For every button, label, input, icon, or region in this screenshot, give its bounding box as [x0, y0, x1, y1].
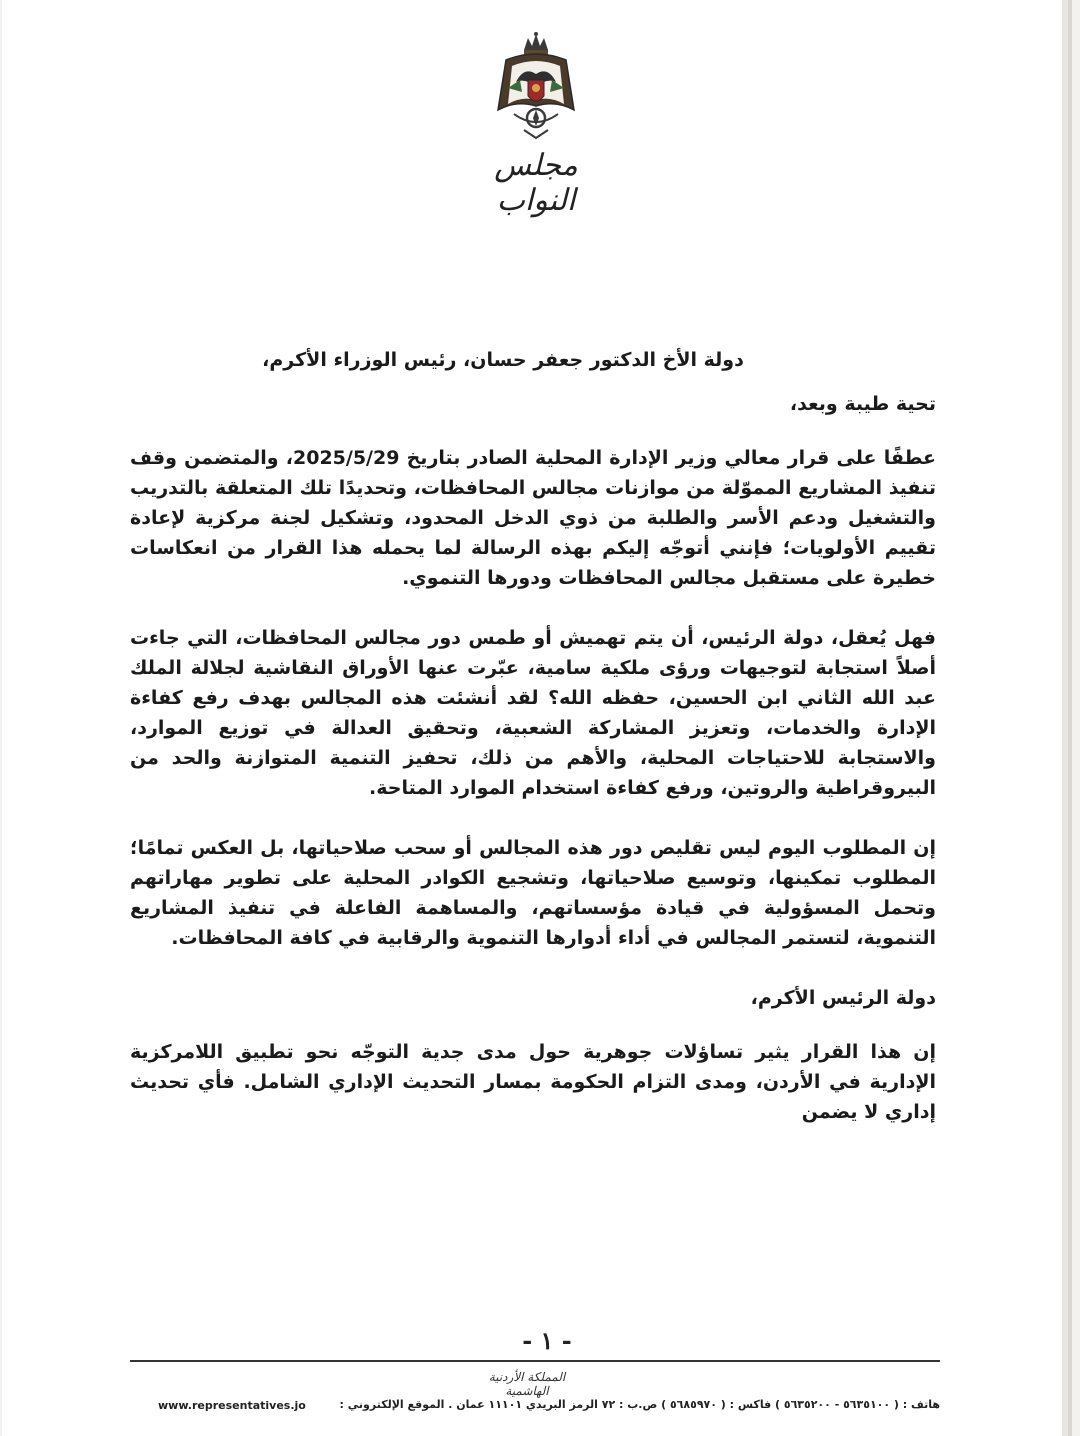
- greeting: تحية طيبة وبعد،: [789, 393, 936, 415]
- address-line: دولة الرئيس الأكرم،: [750, 987, 936, 1009]
- paragraph-3: إن المطلوب اليوم ليس تقليص دور هذه المجالس أو سحب صلاحياتها، بل العكس تمامًا؛ المطلوب تمكينها، وتوسيع صلاحياتها، وتشجيع الكوادر المحلية على تطوير مهاراتهم وتحمل المسؤولية في قيادة مؤسساتهم، والمساهمة الفاعلة في تنفيذ المشاريع التنموية، لتستمر المجالس في أداء أدوارها التنموية والرقابية في كافة المحافظات.: [130, 837, 936, 949]
- letter-page: [2, 0, 1062, 1436]
- salutation: دولة الأخ الدكتور جعفر حسان، رئيس الوزراء الأكرم،: [262, 349, 744, 371]
- paragraph-1: عطفًا على قرار معالي وزير الإدارة المحلية الصادر بتاريخ 2025/5/29، والمتضمن وقف تنفيذ المشاريع المموّلة من موازنات مجالس المحافظات، وتحديدًا تلك المتعلقة بالتدريب والتشغيل ودعم الأسر والطلبة من ذوي الدخل المحدود، وتشكيل لجنة مركزية لإعادة تقييم الأولويات؛ فإنني أتوجّه إليكم بهذه الرسالة لما يحمله هذا القرار من انعكاسات خطيرة على مستقبل مجالس المحافظات ودورها التنموي.: [130, 447, 936, 589]
- paragraph-2: فهل يُعقل، دولة الرئيس، أن يتم تهميش أو طمس دور مجالس المحافظات، التي جاءت أصلاً استجابة لتوجيهات ورؤى ملكية سامية، عبّرت عنها الأوراق النقاشية لجلالة الملك عبد الله الثاني ابن الحسين، حفظه الله؟ لقد أنشئت هذه المجالس بهدف رفع كفاءة الإدارة والخدمات، وتعزيز المشاركة الشعبية، وتحقيق العدالة في توزيع الموارد، والاستجابة للاحتياجات المحلية، والأهم من ذلك، تحفيز التنمية المتوازنة والحد من البيروقراطية والروتين، ورفع كفاءة استخدام الموارد المتاحة.: [130, 627, 936, 799]
- footer-contact-info: هاتف : ( ٥٦٣٥١٠٠ - ٥٦٣٥٢٠٠ ) فاكس : ( ٥٦٨٥٩٧٠ ) ص.ب : ٧٢ الرمز البريدي ١١١٠١ عمان . الموقع الإلكتروني :: [339, 1398, 940, 1411]
- letter-body: [130, 345, 936, 1127]
- jordan-coat-of-arms-icon: [494, 30, 578, 140]
- page-number: - ١ -: [522, 1326, 572, 1355]
- footer-kingdom-text: المملكة الأردنية الهاشمية: [488, 1370, 566, 1398]
- paragraph-4: إن هذا القرار يثير تساؤلات جوهرية حول مدى جدية التوجّه نحو تطبيق اللامركزية الإدارية في الأردن، ومدى التزام الحكومة بمسار التحديث الإداري الشامل. فأي تحديث إداري لا يضمن: [130, 1041, 936, 1123]
- footer-website-link[interactable]: www.representatives.jo: [158, 1399, 306, 1412]
- parliament-logo-text: مجلس النواب: [494, 148, 578, 218]
- footer-divider: [130, 1360, 940, 1362]
